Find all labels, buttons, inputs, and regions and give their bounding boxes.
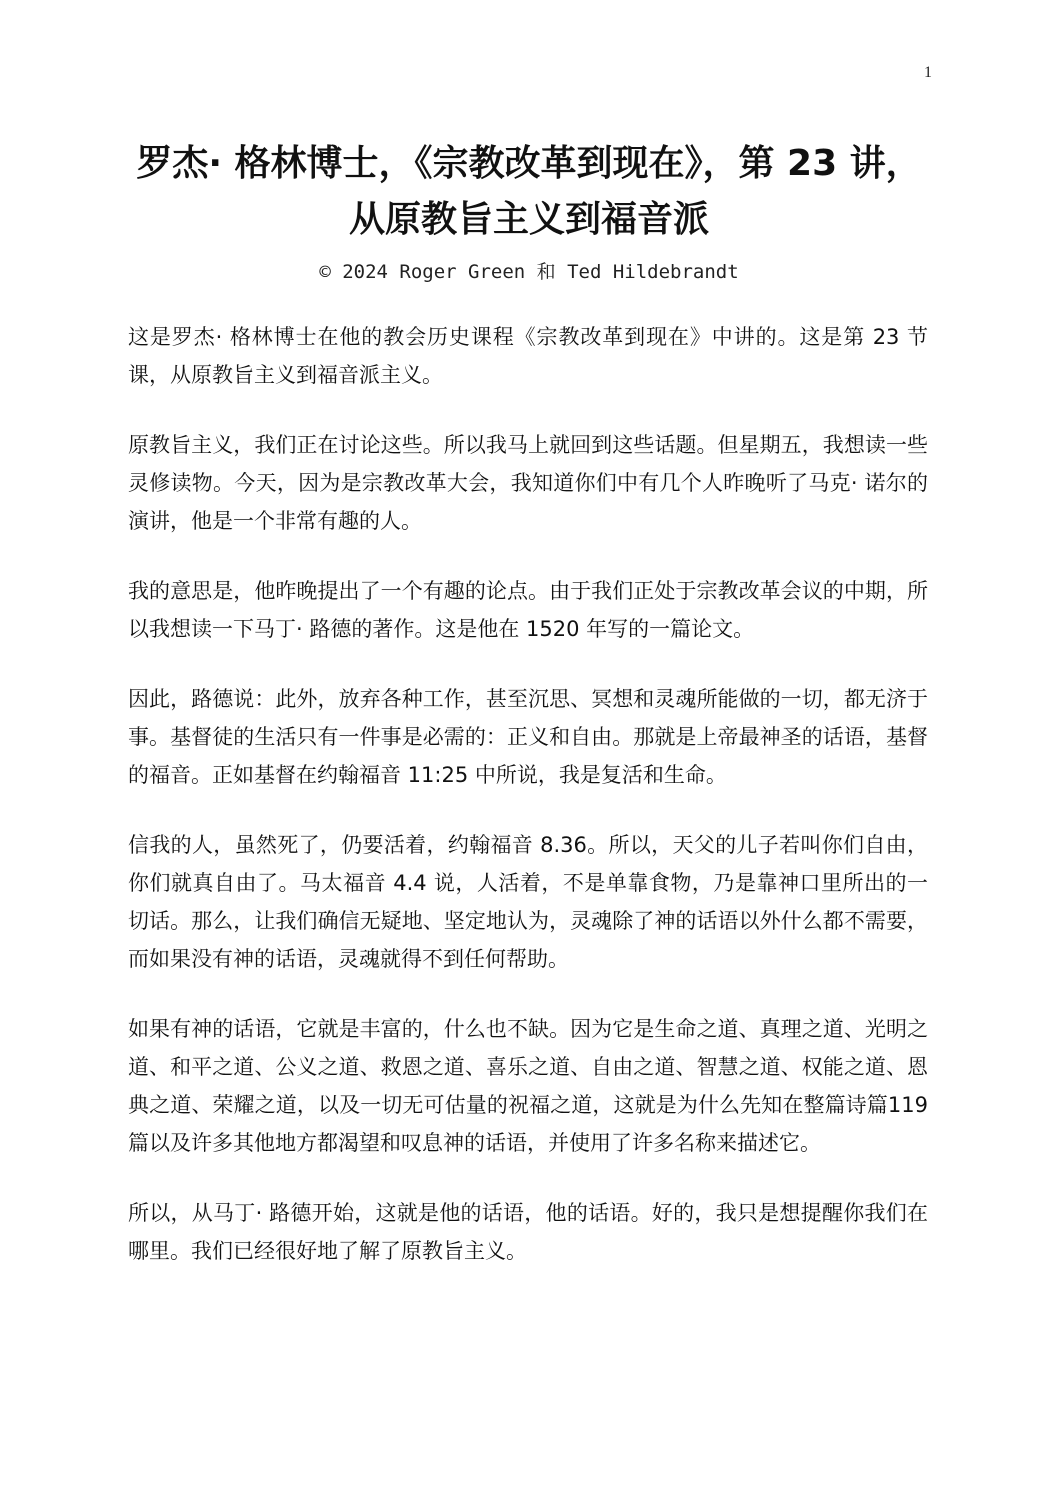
document-title: 罗杰· 格林博士，《宗教改革到现在》，第 23 讲，从原教旨主义到福音派 bbox=[136, 143, 922, 240]
paragraph-luther-reading: 我的意思是，他昨晚提出了一个有趣的论点。由于我们正处于宗教改革会议的中期，所以我想读一下马丁· 路德的著作。这是他在 1520 年写的一篇论文。 bbox=[128, 579, 928, 641]
paragraph-word-of-god: 如果有神的话语，它就是丰富的，什么也不缺。因为它是生命之道、真理之道、光明之道、和平之道、公义之道、救恩之道、喜乐之道、自由之道、智慧之道、权能之道、恩典之道、荣耀之道，以及一切无可估量的祝福之道，这就是为什么先知在整篇诗篇119篇以及许多其他地方都渴望和叹息神的话语，并使用了许多名称来描述它。 bbox=[128, 1017, 928, 1155]
paragraph-reminder: 所以，从马丁· 路德开始，这就是他的话语，他的话语。好的，我只是想提醒你我们在哪里。我们已经很好地了解了原教旨主义。 bbox=[128, 1201, 928, 1263]
paragraph-fundamentalism: 原教旨主义，我们正在讨论这些。所以我马上就回到这些话题。但星期五，我想读一些灵修读物。今天，因为是宗教改革大会，我知道你们中有几个人昨晚听了马克· 诺尔的演讲，他是一个非常有趣的人。 bbox=[128, 433, 928, 533]
document-body bbox=[128, 318, 928, 1302]
paragraph-john-matthew: 信我的人，虽然死了，仍要活着，约翰福音 8.36。所以，天父的儿子若叫你们自由，你们就真自由了。马太福音 4.4 说，人活着，不是单靠食物，乃是靠神口里所出的一切话。那么，让我们确信无疑地、坚定地认为，灵魂除了神的话语以外什么都不需要，而如果没有神的话语，灵魂就得不到任何帮助。 bbox=[128, 833, 928, 971]
paragraph-luther-quote: 因此，路德说：此外，放弃各种工作，甚至沉思、冥想和灵魂所能做的一切，都无济于事。基督徒的生活只有一件事是必需的：正义和自由。那就是上帝最神圣的话语，基督的福音。正如基督在约翰福音 11:25 中所说，我是复活和生命。 bbox=[128, 687, 928, 787]
copyright-line: © 2024 Roger Green 和 Ted Hildebrandt bbox=[319, 261, 739, 283]
paragraph-intro: 这是罗杰· 格林博士在他的教会历史课程《宗教改革到现在》中讲的。这是第 23 节课，从原教旨主义到福音派主义。 bbox=[128, 325, 928, 387]
page-number: 1 bbox=[924, 64, 932, 81]
